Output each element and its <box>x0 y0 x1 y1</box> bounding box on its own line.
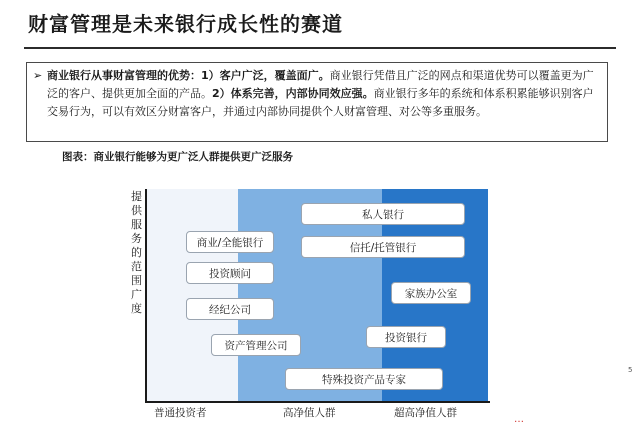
slide-title: 财富管理是未来银行成长性的赛道 <box>28 12 343 36</box>
service-family-office: 家族办公室 <box>391 282 471 304</box>
summary-box <box>26 62 608 142</box>
footer-red-text-fragment: … <box>514 415 524 423</box>
service-investment-advisor: 投资顾问 <box>186 262 274 284</box>
x-label-ordinary: 普通投资者 <box>154 407 207 419</box>
title-divider <box>24 47 616 49</box>
summary-lead-2: 2）体系完善，内部协同效应强。 <box>212 87 374 100</box>
x-label-high-net-worth: 高净值人群 <box>283 407 336 419</box>
summary-part-2: 商业银行凭借且广泛的网点和渠道优势可以覆盖更为广泛的客户、提供更加全面的产品。 <box>47 69 594 100</box>
bullet-arrow-icon: ➢ <box>33 69 43 82</box>
service-commercial-bank: 商业/全能银行 <box>186 231 274 253</box>
service-special-product-expert: 特殊投资产品专家 <box>285 368 443 390</box>
service-trust-custody-bank: 信托/托管银行 <box>301 236 465 258</box>
summary-part-3: 商业银行多年的系统和体系积累能够识别客户交易行为，可以有效区分财富客户，并通过内部协同提供个人财富管理、对公等多重服务。 <box>47 87 594 118</box>
x-axis <box>145 401 490 403</box>
service-asset-management: 资产管理公司 <box>211 334 301 356</box>
service-brokerage: 经纪公司 <box>186 298 274 320</box>
y-axis-label: 提供服务的范围广度 <box>131 190 142 315</box>
page-number: 5 <box>628 366 633 374</box>
summary-lead-1: 商业银行从事财富管理的优势：1）客户广泛，覆盖面广。 <box>47 69 330 82</box>
figure-caption: 图表：商业银行能够为更广泛人群提供更广泛服务 <box>62 151 293 163</box>
band-ordinary-investors <box>146 189 238 401</box>
y-axis <box>145 189 147 403</box>
summary-text <box>47 67 601 121</box>
x-label-ultra-high-net-worth: 超高净值人群 <box>394 407 457 419</box>
service-investment-bank: 投资银行 <box>366 326 446 348</box>
service-private-bank: 私人银行 <box>301 203 465 225</box>
